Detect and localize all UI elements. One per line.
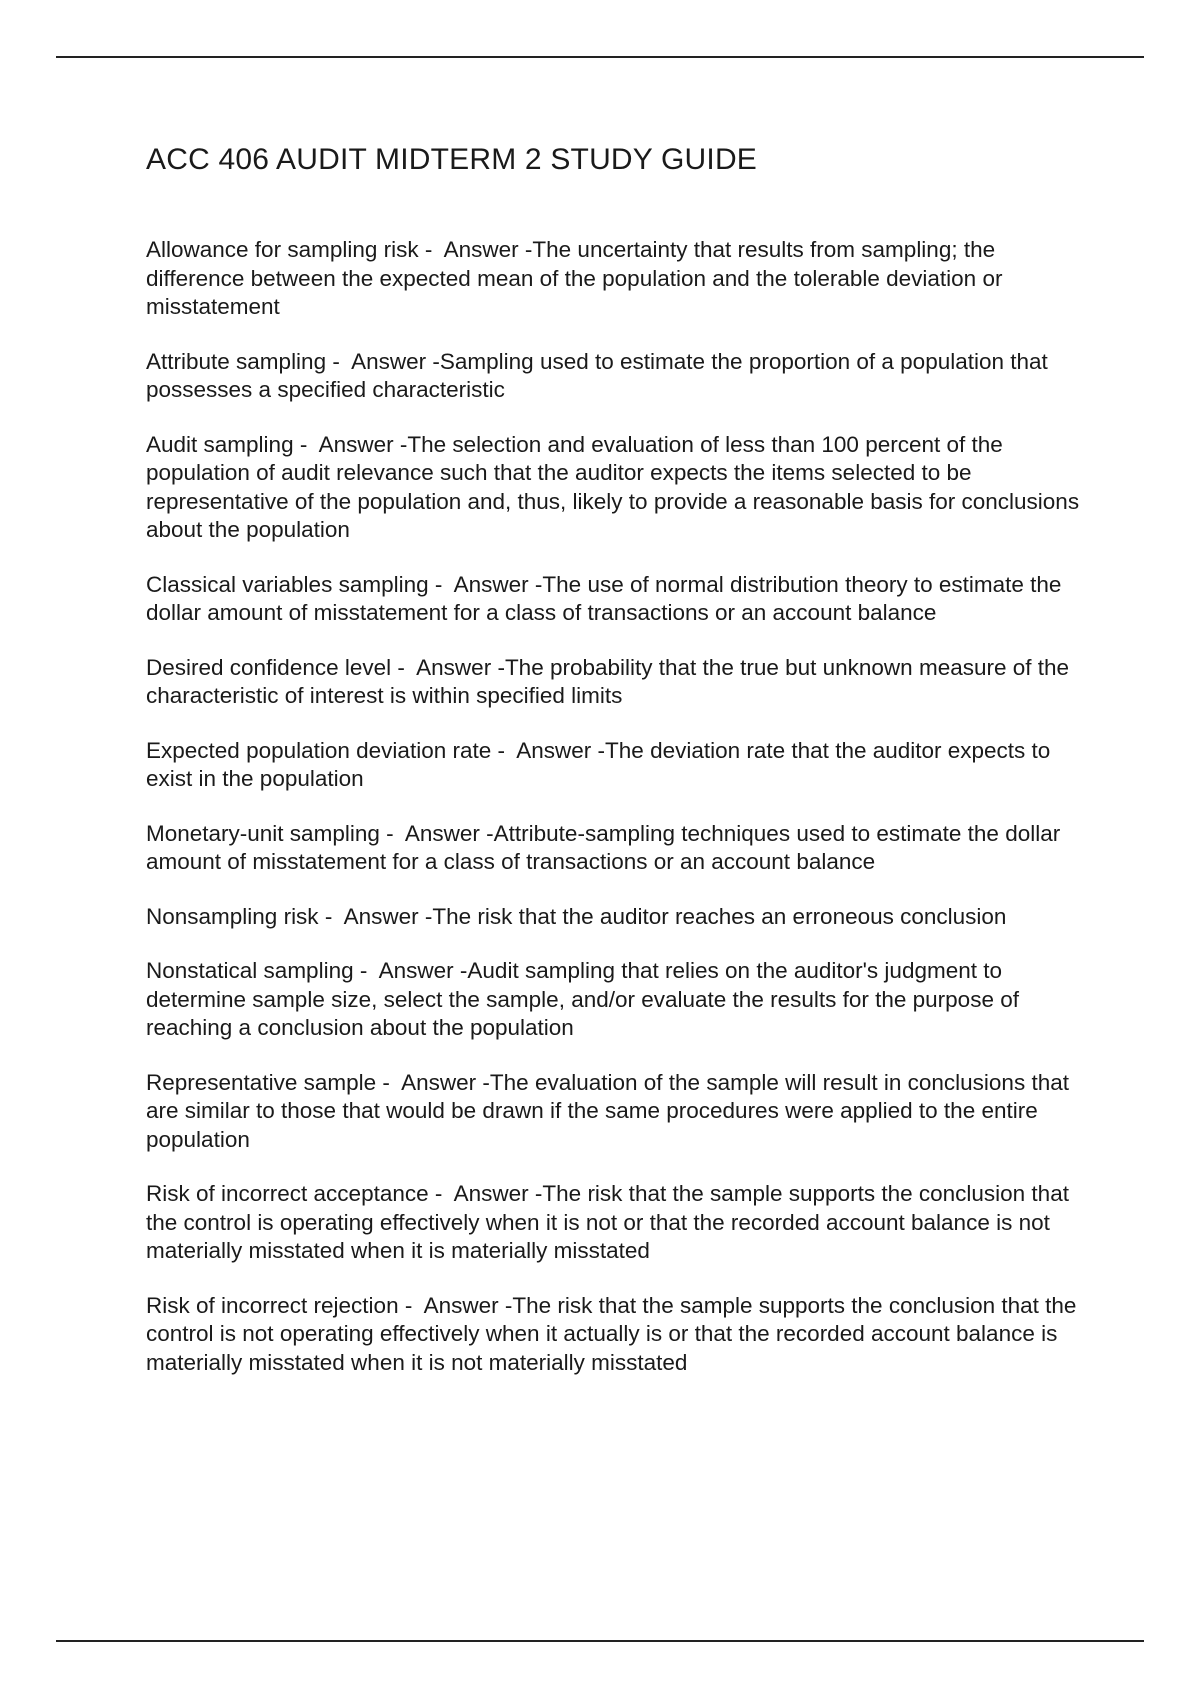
entry-term: Monetary-unit sampling - xyxy=(146,821,405,846)
entry-definition: The risk that the sample supports the conclusion that the control is not operating effectively when it actually is or that the recorded account balance is materially misstated when it is not materially misstated xyxy=(146,1292,1077,1375)
glossary-entry xyxy=(146,1069,1096,1155)
answer-label: Answer - xyxy=(516,738,605,763)
document-body xyxy=(146,142,1096,1403)
entry-definition: The probability that the true but unknown measure of the characteristic of interest is within specified limits xyxy=(146,654,1070,708)
entry-definition: The use of normal distribution theory to estimate the dollar amount of misstatement for a class of transactions or an account balance xyxy=(146,571,1062,625)
glossary-entry xyxy=(146,431,1096,545)
entry-definition: Audit sampling that relies on the auditor's judgment to determine sample size, select the sample, and/or evaluate the results for the purpose of reaching a conclusion about the population xyxy=(146,958,1019,1040)
glossary-entry xyxy=(146,1292,1096,1378)
entry-term: Classical variables sampling - xyxy=(146,572,454,597)
answer-label: Answer - xyxy=(379,958,468,983)
answer-label: Answer - xyxy=(405,821,494,846)
entry-term: Audit sampling - xyxy=(146,432,319,457)
entry-definition: The risk that the sample supports the conclusion that the control is operating effectively when it is not or that the recorded account balance is not materially misstated when it is materially misstated xyxy=(146,1181,1069,1263)
entry-definition: The selection and evaluation of less than 100 percent of the population of audit relevance such that the auditor expects the items selected to be representative of the population and, thus, likely to provide a reasonable basis for conclusions about the population xyxy=(146,431,1080,542)
glossary-entry xyxy=(146,903,1096,932)
answer-label: Answer - xyxy=(401,1070,490,1095)
glossary-entry xyxy=(146,654,1096,711)
entry-term: Nonstatical sampling - xyxy=(146,958,379,983)
top-divider xyxy=(56,56,1144,58)
glossary-entry xyxy=(146,957,1096,1043)
entry-term: Nonsampling risk - xyxy=(146,904,344,929)
entry-term: Risk of incorrect rejection - xyxy=(146,1293,424,1318)
glossary-entry xyxy=(146,737,1096,794)
entry-term: Attribute sampling - xyxy=(146,349,351,374)
entry-definition: Sampling used to estimate the proportion of a population that possesses a specified characteristic xyxy=(146,348,1048,402)
entry-term: Representative sample - xyxy=(146,1070,401,1095)
entry-definition: Attribute-sampling techniques used to estimate the dollar amount of misstatement for a class of transactions or an account balance xyxy=(146,820,1061,874)
glossary-entry xyxy=(146,820,1096,877)
glossary-entry xyxy=(146,1180,1096,1266)
glossary-entry xyxy=(146,348,1096,405)
answer-label: Answer - xyxy=(454,1181,543,1206)
entry-definition: The risk that the auditor reaches an erroneous conclusion xyxy=(432,903,1007,929)
bottom-divider xyxy=(56,1640,1144,1642)
entry-term: Desired confidence level - xyxy=(146,655,416,680)
glossary-list xyxy=(146,236,1096,1377)
answer-label: Answer - xyxy=(416,655,505,680)
entry-term: Risk of incorrect acceptance - xyxy=(146,1181,454,1206)
glossary-entry xyxy=(146,571,1096,628)
answer-label: Answer - xyxy=(351,349,440,374)
entry-definition: The uncertainty that results from sampling; the difference between the expected mean of the population and the tolerable deviation or misstatement xyxy=(146,237,1003,319)
answer-label: Answer - xyxy=(344,904,433,929)
answer-label: Answer - xyxy=(454,572,543,597)
answer-label: Answer - xyxy=(319,432,408,457)
entry-definition: The evaluation of the sample will result in conclusions that are similar to those that would be drawn if the same procedures were applied to the entire population xyxy=(146,1069,1069,1152)
entry-definition: The deviation rate that the auditor expects to exist in the population xyxy=(146,737,1051,791)
answer-label: Answer - xyxy=(424,1293,513,1318)
entry-term: Allowance for sampling risk - xyxy=(146,237,444,262)
glossary-entry xyxy=(146,236,1096,322)
entry-term: Expected population deviation rate - xyxy=(146,738,516,763)
answer-label: Answer - xyxy=(444,237,533,262)
document-title: ACC 406 AUDIT MIDTERM 2 STUDY GUIDE xyxy=(146,143,758,176)
